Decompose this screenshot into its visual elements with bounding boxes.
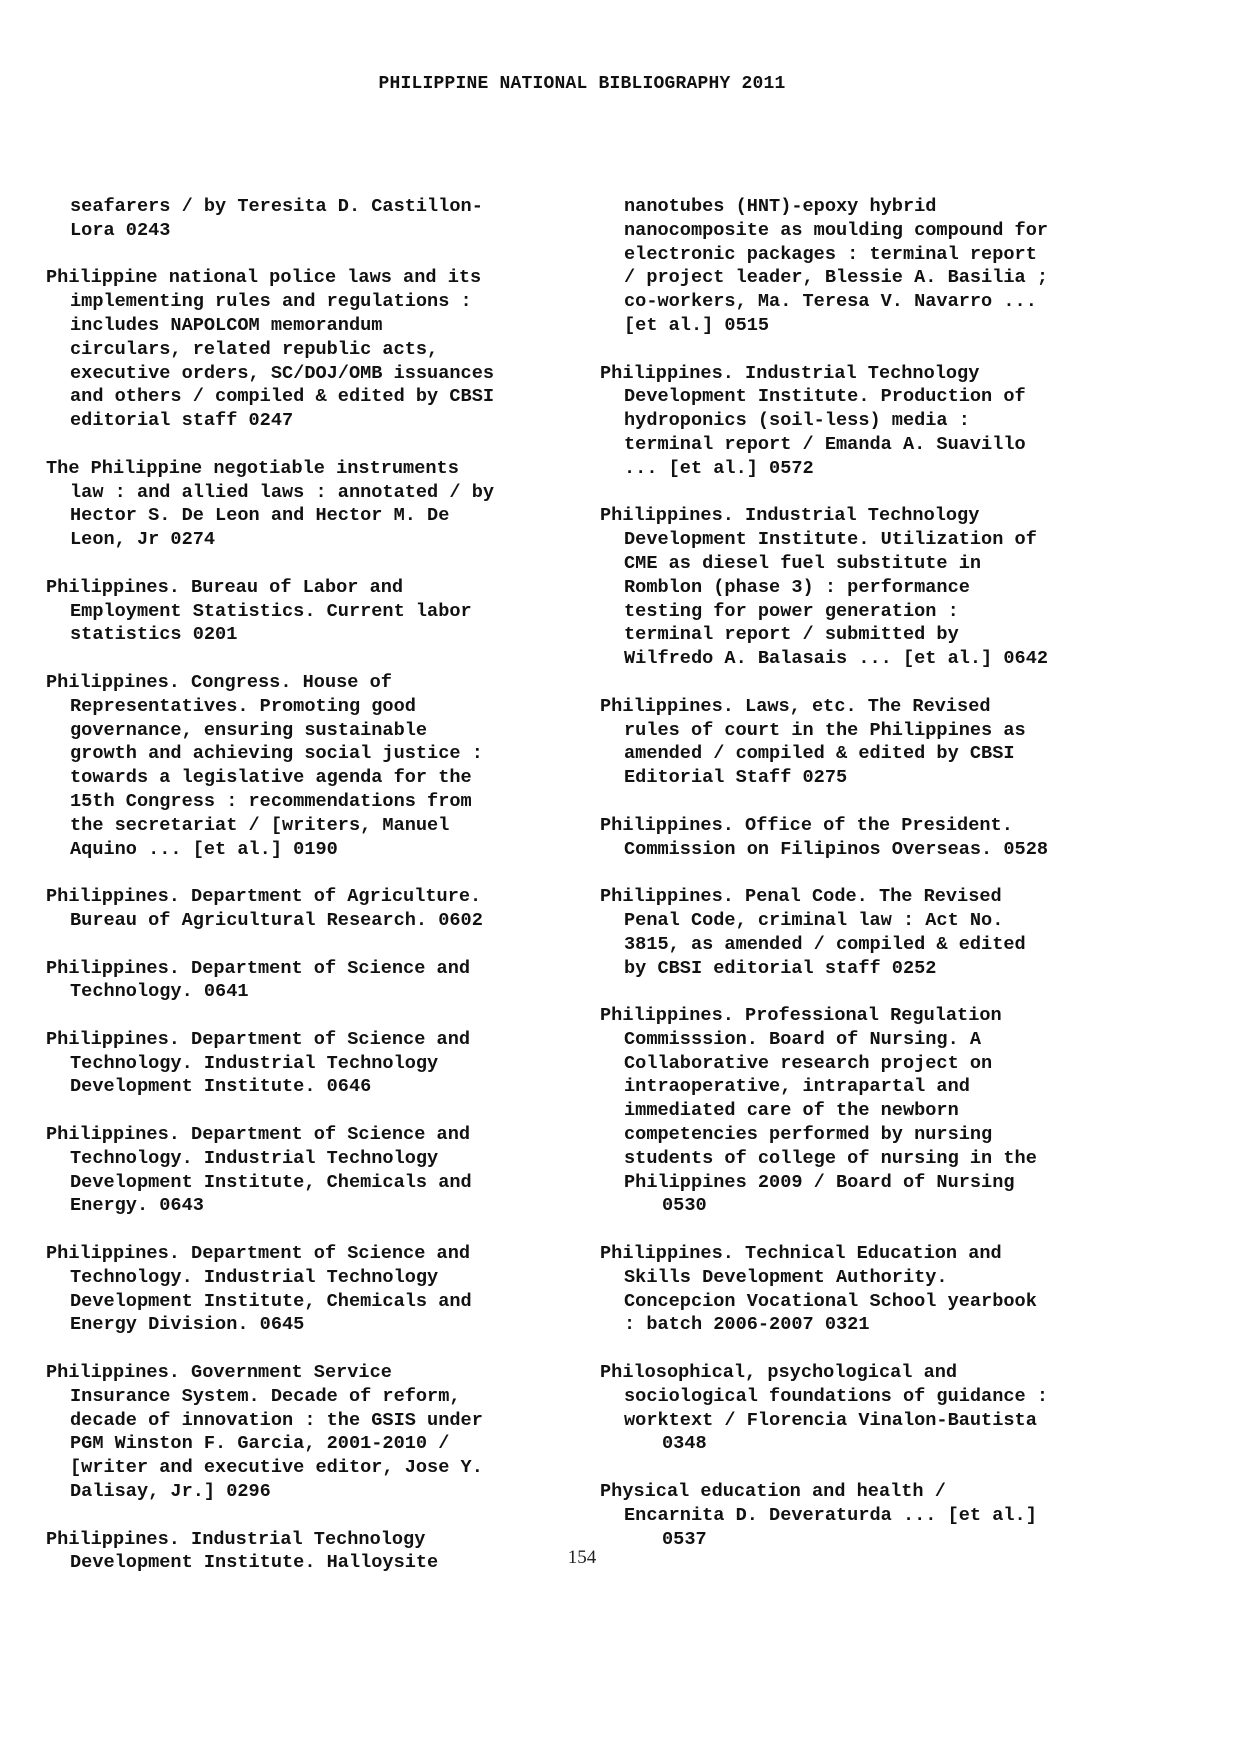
entry-line: Technology. Industrial Technology: [70, 1147, 439, 1169]
entry-line: Technology. Industrial Technology: [70, 1266, 439, 1288]
entry-line: Philippines 2009 / Board of Nursing: [624, 1171, 1015, 1193]
entry-line: amended / compiled & edited by CBSI: [624, 743, 1015, 765]
entry-line: CME as diesel fuel substitute in: [624, 552, 982, 574]
entry-line: rules of court in the Philippines as: [624, 719, 1026, 741]
right-column: [600, 195, 1120, 1575]
entry-line: Aquino ... [et al.] 0190: [70, 838, 338, 860]
entry-line: worktext / Florencia Vinalon-Bautista: [624, 1409, 1037, 1431]
entry-line: sociological foundations of guidance :: [624, 1385, 1049, 1407]
bibliography-entry: [46, 1028, 566, 1099]
entry-line: implementing rules and regulations :: [70, 291, 472, 313]
entry-line: Philippines. Industrial Technology: [600, 505, 980, 527]
entry-line: nanotubes (HNT)-epoxy hybrid: [624, 196, 937, 217]
entry-line: Physical education and health /: [600, 1481, 946, 1503]
entry-line: Philippines. Department of Science and: [46, 1124, 471, 1146]
entry-line: Romblon (phase 3) : performance: [624, 576, 970, 598]
entry-line: seafarers / by Teresita D. Castillon-: [70, 196, 483, 217]
entry-line: Energy Division. 0645: [70, 1314, 305, 1336]
bibliography-entry: [600, 1480, 1120, 1551]
entry-line: Philippines. Congress. House of: [46, 671, 392, 693]
entry-line: Dalisay, Jr.] 0296: [70, 1481, 271, 1503]
bibliography-entry: [600, 885, 1120, 980]
entry-line: Philippines. Laws, etc. The Revised: [600, 695, 991, 717]
entry-line: towards a legislative agenda for the: [70, 767, 472, 789]
entry-line: Representatives. Promoting good: [70, 695, 416, 717]
entry-line: intraoperative, intrapartal and: [624, 1076, 970, 1098]
entry-line: The Philippine negotiable instruments: [46, 457, 459, 479]
bibliography-entry: [46, 1242, 566, 1337]
entry-line: 0537: [662, 1528, 707, 1550]
bibliography-entry: [600, 195, 1120, 338]
entry-line: Philippines. Technical Education and: [600, 1243, 1002, 1265]
entry-line: Philosophical, psychological and: [600, 1362, 958, 1384]
entry-line: Bureau of Agricultural Research. 0602: [70, 909, 483, 931]
entry-line: governance, ensuring sustainable: [70, 719, 428, 741]
entry-line: Insurance System. Decade of reform,: [70, 1385, 461, 1407]
entry-line: by CBSI editorial staff 0252: [624, 957, 937, 979]
entry-line: Leon, Jr 0274: [70, 529, 216, 551]
entry-line: Development Institute. Halloysite: [70, 1552, 439, 1574]
entry-line: Philippines. Department of Agriculture.: [46, 886, 482, 908]
entry-line: co-workers, Ma. Teresa V. Navarro ...: [624, 291, 1037, 313]
entry-line: Philippines. Penal Code. The Revised: [600, 886, 1002, 908]
entry-line: law : and allied laws : annotated / by: [70, 481, 495, 503]
entry-line: the secretariat / [writers, Manuel: [70, 814, 450, 836]
entry-line: 3815, as amended / compiled & edited: [624, 933, 1026, 955]
entry-line: Philippines. Professional Regulation: [600, 1005, 1002, 1027]
entry-line: Development Institute, Chemicals and: [70, 1171, 472, 1193]
entry-line: executive orders, SC/DOJ/OMB issuances: [70, 362, 495, 384]
bibliography-entry: [600, 695, 1120, 790]
entry-line: Philippine national police laws and its: [46, 267, 482, 289]
entry-line: Commission on Filipinos Overseas. 0528: [624, 838, 1049, 860]
entry-line: electronic packages : terminal report: [624, 243, 1037, 265]
entry-line: includes NAPOLCOM memorandum: [70, 314, 383, 336]
entry-line: editorial staff 0247: [70, 410, 294, 432]
entry-line: decade of innovation : the GSIS under: [70, 1409, 483, 1431]
entry-line: Encarnita D. Deveraturda ... [et al.]: [624, 1504, 1037, 1526]
entry-line: growth and achieving social justice :: [70, 743, 483, 765]
entry-line: students of college of nursing in the: [624, 1147, 1037, 1169]
entry-line: [writer and executive editor, Jose Y.: [70, 1457, 483, 1479]
bibliography-entry: [600, 1242, 1120, 1337]
entry-line: Philippines. Government Service: [46, 1362, 392, 1384]
entry-line: [et al.] 0515: [624, 314, 770, 336]
left-column: [46, 195, 566, 1599]
entry-line: Technology. 0641: [70, 981, 249, 1003]
entry-line: Development Institute. Production of: [624, 386, 1026, 408]
entry-line: 0530: [662, 1195, 707, 1217]
entry-line: Lora 0243: [70, 219, 171, 241]
entry-line: immediated care of the newborn: [624, 1100, 959, 1122]
entry-line: hydroponics (soil-less) media :: [624, 410, 970, 432]
entry-line: ... [et al.] 0572: [624, 457, 814, 479]
entry-line: Penal Code, criminal law : Act No.: [624, 909, 1004, 931]
bibliography-entry: [46, 957, 566, 1005]
entry-line: Development Institute, Chemicals and: [70, 1290, 472, 1312]
entry-line: Employment Statistics. Current labor: [70, 600, 472, 622]
bibliography-entry: [46, 457, 566, 552]
entry-line: competencies performed by nursing: [624, 1124, 993, 1146]
bibliography-entry: [46, 195, 566, 243]
entry-line: Skills Development Authority.: [624, 1266, 948, 1288]
bibliography-entry: [46, 885, 566, 933]
entry-line: 15th Congress : recommendations from: [70, 790, 472, 812]
entry-line: Philippines. Department of Science and: [46, 1243, 471, 1265]
entry-line: Hector S. De Leon and Hector M. De: [70, 505, 450, 527]
page-header: PHILIPPINE NATIONAL BIBLIOGRAPHY 2011: [378, 74, 786, 94]
entry-line: Philippines. Department of Science and: [46, 957, 471, 979]
bibliography-entry: [600, 504, 1120, 671]
entry-line: : batch 2006-2007 0321: [624, 1314, 870, 1336]
bibliography-entry: [600, 362, 1120, 481]
entry-line: Philippines. Bureau of Labor and: [46, 576, 404, 598]
entry-line: Development Institute. Utilization of: [624, 529, 1037, 551]
entry-line: terminal report / submitted by: [624, 624, 959, 646]
entry-line: circulars, related republic acts,: [70, 338, 439, 360]
bibliography-entry: [46, 576, 566, 647]
entry-line: PGM Winston F. Garcia, 2001-2010 /: [70, 1433, 450, 1455]
entry-line: 0348: [662, 1433, 707, 1455]
bibliography-entry: [46, 266, 566, 433]
entry-line: and others / compiled & edited by CBSI: [70, 386, 495, 408]
entry-line: testing for power generation :: [624, 600, 959, 622]
entry-line: Philippines. Office of the President.: [600, 814, 1013, 836]
entry-line: Wilfredo A. Balasais ... [et al.] 0642: [624, 648, 1049, 670]
entry-line: statistics 0201: [70, 624, 238, 646]
bibliography-entry: [600, 1361, 1120, 1456]
entry-line: terminal report / Emanda A. Suavillo: [624, 433, 1026, 455]
entry-line: Collaborative research project on: [624, 1052, 993, 1074]
entry-line: Concepcion Vocational School yearbook: [624, 1290, 1037, 1312]
entry-line: Philippines. Department of Science and: [46, 1028, 471, 1050]
bibliography-entry: [600, 814, 1120, 862]
bibliography-entry: [600, 1004, 1120, 1218]
entry-line: Philippines. Industrial Technology: [46, 1528, 426, 1550]
entry-line: / project leader, Blessie A. Basilia ;: [624, 267, 1049, 289]
entry-line: Technology. Industrial Technology: [70, 1052, 439, 1074]
entry-line: nanocomposite as moulding compound for: [624, 219, 1049, 241]
page-number: 154: [567, 1547, 597, 1568]
entry-line: Commisssion. Board of Nursing. A: [624, 1028, 982, 1050]
bibliography-entry: [46, 671, 566, 861]
entry-line: Philippines. Industrial Technology: [600, 362, 980, 384]
entry-line: Editorial Staff 0275: [624, 767, 848, 789]
bibliography-entry: [46, 1123, 566, 1218]
entry-line: Energy. 0643: [70, 1195, 204, 1217]
bibliography-entry: [46, 1361, 566, 1504]
entry-line: Development Institute. 0646: [70, 1076, 372, 1098]
